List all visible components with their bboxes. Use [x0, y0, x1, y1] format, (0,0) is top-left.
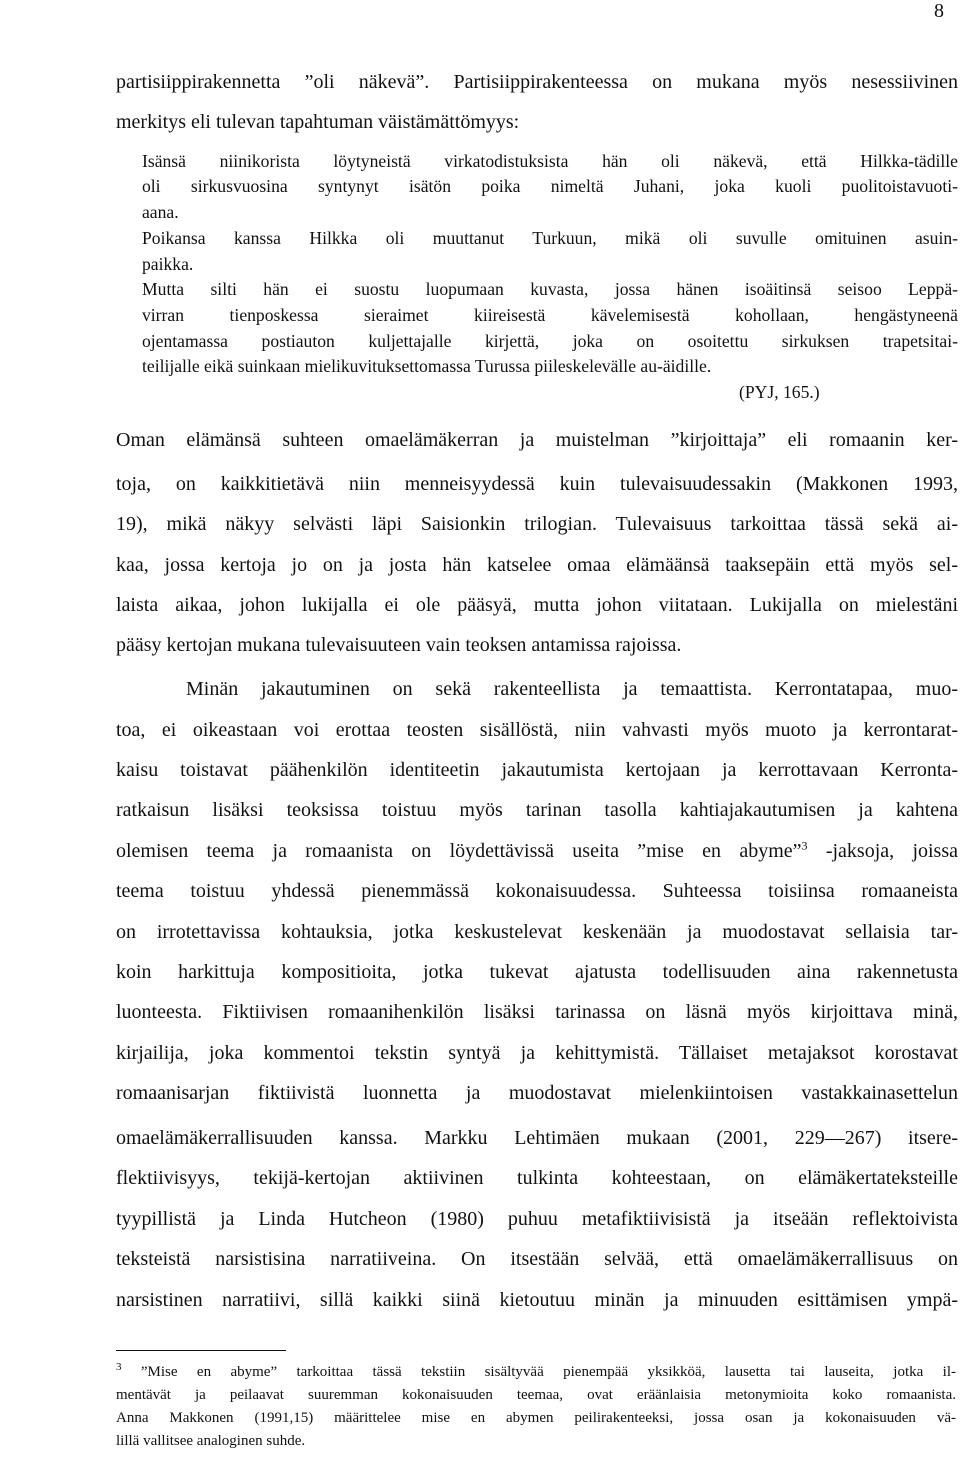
body-line: Minän jakautuminen on sekä rakenteellista ja temaattista. Kerrontatapaa, muo- — [186, 678, 958, 700]
body-line: romaanisarjan fiktiivistä luonnetta ja muodostavat mielenkiintoisen vastakkainasettelun — [116, 1082, 958, 1104]
body-line: toa, ei oikeastaan voi erottaa teosten sisällöstä, niin vahvasti myös muoto ja kerrontarat- — [116, 719, 958, 741]
quote-line: teilijalle eikä suinkaan mielikuvituksettomassa Turussa piileskelevälle au-äidille. — [142, 356, 712, 376]
body-line: ratkaisun lisäksi teoksissa toistuu myös tarinan tasolla kahtiajakautumisen ja kahtena — [116, 799, 958, 821]
body-line: kirjailija, joka kommentoi tekstin syntyä ja kehittymistä. Tällaiset metajaksot korostavat — [116, 1042, 958, 1064]
body-line: narsistinen narratiivi, sillä kaikki siinä kietoutuu minän ja minuuden esittämisen ympä- — [116, 1289, 958, 1311]
body-line — [116, 840, 958, 863]
quote-line: virran tienposkessa sieraimet kiireisestä kävelemisestä kohollaan, hengästyneenä — [142, 305, 958, 325]
body-line: luonteesta. Fiktiivisen romaanihenkilön lisäksi tarinassa on läsnä myös kirjoittava minä, — [116, 1001, 958, 1023]
quote-line: Mutta silti hän ei suostu luopumaan kuvasta, jossa hänen isoäitinsä seisoo Leppä- — [142, 279, 958, 299]
footnote-line: lillä vallitsee analoginen suhde. — [116, 1433, 306, 1449]
body-line: Oman elämänsä suhteen omaelämäkerran ja muistelman ”kirjoittaja” eli romaanin ker- — [116, 429, 958, 451]
intro-line: merkitys eli tulevan tapahtuman väistämättömyys: — [116, 111, 520, 133]
quote-citation: (PYJ, 165.) — [739, 382, 820, 402]
quote-line: paikka. — [142, 254, 194, 274]
body-line: kaisu toistavat päähenkilön identiteetin jakautumista kertojaan ja kerrottavaan Kerronta- — [116, 759, 958, 781]
body-line: flektiivisyys, tekijä-kertojan aktiivinen tulkinta kohteestaan, on elämäkertateksteille — [116, 1167, 958, 1189]
body-line: omaelämäkerrallisuuden kanssa. Markku Lehtimäen mukaan (2001, 229—267) itsere- — [116, 1127, 958, 1149]
body-line: teksteistä narsistisina narratiiveina. On itsestään selvää, että omaelämäkerrallisuus on — [116, 1248, 958, 1270]
body-line: laista aikaa, johon lukijalla ei ole pääsyä, mutta johon viitataan. Lukijalla on mielestäni — [116, 594, 958, 616]
body-line: tyypillistä ja Linda Hutcheon (1980) puhuu metafiktiivisistä ja itseään reflektoivista — [116, 1208, 958, 1230]
body-line: pääsy kertojan mukana tulevaisuuteen vain teoksen antamissa rajoissa. — [116, 634, 682, 656]
footnote-line: mentävät ja peilaavat suuremman kokonaisuuden teemaa, ovat eräänlaisia metonymioita koko romaanista. — [116, 1387, 956, 1403]
footnote-text: ”Mise en abyme” tarkoittaa tässä tekstiin sisältyvää pienempää yksikköä, lausetta tai lauseita, jotka il- — [121, 1364, 956, 1380]
body-line: toja, on kaikkitietävä niin menneisyydessä kuin tulevaisuudessakin (Makkonen 1993, — [116, 473, 958, 495]
body-line: koin harkittuja kompositioita, jotka tukevat ajatusta todellisuuden aina rakennetusta — [116, 961, 958, 983]
footnote-marker: 3 — [116, 1361, 122, 1373]
body-line: on irrotettavissa kohtauksia, jotka keskustelevat keskenään ja muodostavat sellaisia tar- — [116, 921, 958, 943]
intro-line: partisiippirakennetta ”oli näkevä”. Partisiippirakenteessa on mukana myös nesessiivinen — [116, 71, 958, 93]
body-line: kaa, jossa kertoja jo on ja josta hän katselee omaa elämäänsä taaksepäin että myös sel- — [116, 554, 958, 576]
body-line: 19), mikä näkyy selvästi läpi Saisionkin trilogian. Tulevaisuus tarkoittaa tässä sekä ai- — [116, 513, 958, 535]
footnote-line: Anna Makkonen (1991,15) määrittelee mise en abymen peilirakenteeksi, jossa osan ja kokonaisuuden vä- — [116, 1410, 956, 1426]
quote-line: oli sirkusvuosina syntynyt isätön poika nimeltä Juhani, joka kuoli puolitoistavuoti- — [142, 176, 958, 196]
quote-line: Poikansa kanssa Hilkka oli muuttanut Turkuun, mikä oli suvulle omituinen asuin- — [142, 228, 958, 248]
body-text-segment: olemisen teema ja romaanista on löydettävissä useita ”mise en abyme” — [116, 840, 802, 862]
footnote-reference[interactable]: 3 — [801, 838, 808, 853]
page-number: 8 — [934, 0, 944, 22]
body-line: teema toistuu yhdessä pienemmässä kokonaisuudessa. Suhteessa toisiinsa romaaneista — [116, 880, 958, 902]
quote-line: ojentamassa postiauton kuljettajalle kirjettä, joka on osoitettu sirkuksen trapetsitai- — [142, 331, 958, 351]
body-text-segment: -jaksoja, joissa — [807, 840, 958, 862]
footnote-divider — [116, 1350, 286, 1351]
quote-line: Isänsä niinikorista löytyneistä virkatodistuksista hän oli näkevä, että Hilkka-tädille — [142, 151, 958, 171]
footnote-line — [116, 1361, 956, 1381]
quote-line: aana. — [142, 202, 179, 222]
